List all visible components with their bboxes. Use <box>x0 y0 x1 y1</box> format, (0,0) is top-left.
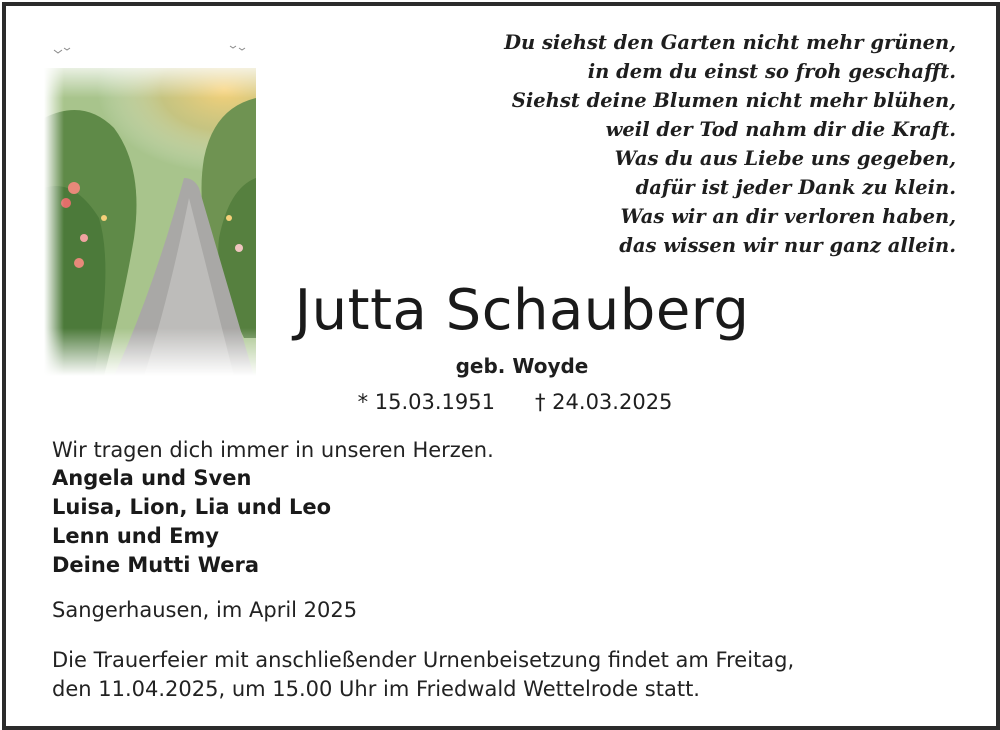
poem-line: dafür ist jeder Dank zu klein. <box>635 176 956 199</box>
family-member: Angela und Sven <box>52 466 252 490</box>
poem-line: Was wir an dir verloren haben, <box>620 205 956 228</box>
farewell-text: Wir tragen dich immer in unseren Herzen. <box>52 438 494 462</box>
notice-line: den 11.04.2025, um 15.00 Uhr im Friedwald Wettelrode statt. <box>52 677 700 701</box>
life-dates <box>280 390 750 414</box>
family-member: Deine Mutti Wera <box>52 553 259 577</box>
poem-line: Was du aus Liebe uns gegeben, <box>614 147 956 170</box>
birth-date: * 15.03.1951 <box>357 390 495 414</box>
funeral-notice <box>52 646 794 704</box>
notice-line: Die Trauerfeier mit anschließender Urnenbeisetzung findet am Freitag, <box>52 648 795 672</box>
poem-line: das wissen wir nur ganz allein. <box>619 234 956 257</box>
poem-line: Siehst deine Blumen nicht mehr blühen, <box>511 89 956 112</box>
family-list <box>52 464 331 580</box>
family-member: Lenn und Emy <box>52 524 219 548</box>
poem-line: Du siehst den Garten nicht mehr grünen, <box>504 31 956 54</box>
poem-line: weil der Tod nahm dir die Kraft. <box>605 118 956 141</box>
poem-line: in dem du einst so froh geschafft. <box>587 60 956 83</box>
death-date: † 24.03.2025 <box>535 390 673 414</box>
family-member: Luisa, Lion, Lia und Leo <box>52 495 332 519</box>
memorial-poem <box>504 28 956 260</box>
maiden-name: geb. Woyde <box>455 354 589 378</box>
place-date: Sangerhausen, im April 2025 <box>52 598 358 622</box>
deceased-name: Jutta Schauberg <box>294 278 750 343</box>
garden-path-photo <box>44 38 256 376</box>
